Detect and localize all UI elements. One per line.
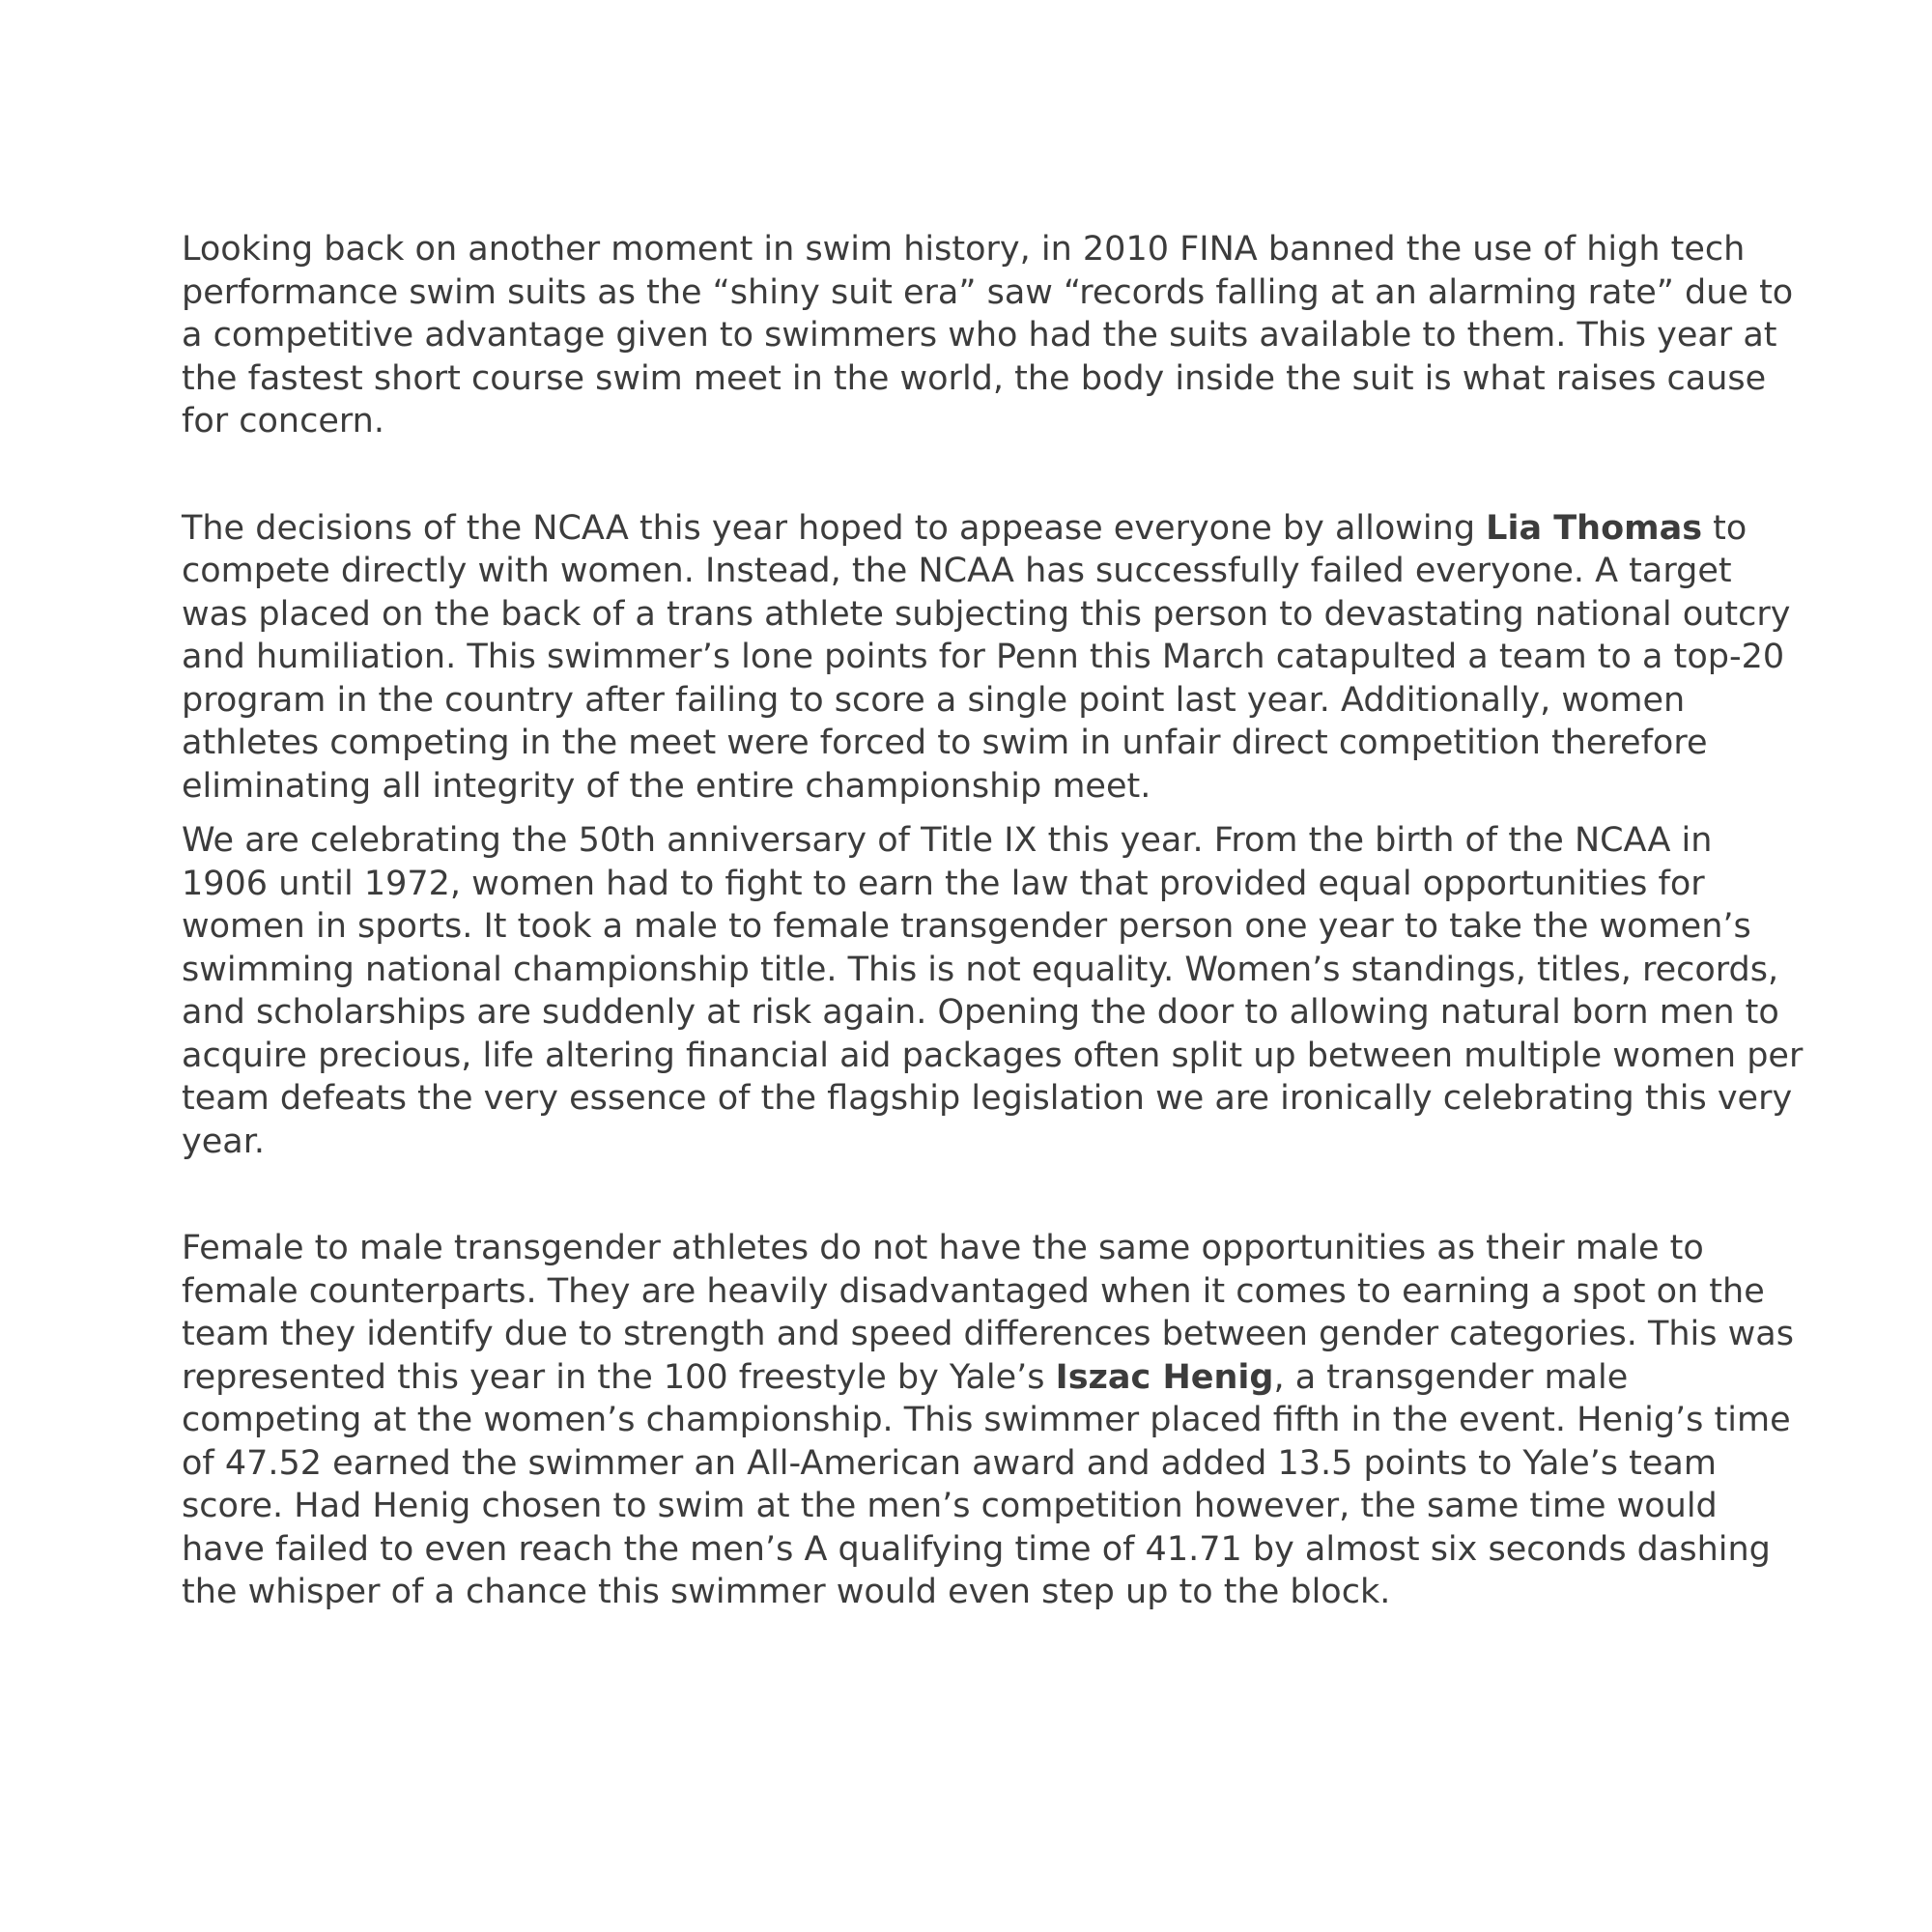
paragraph-text-end: , a transgender male competing at the women’s championship. This swimmer placed fifth in the event. Henig’s time of 47.52 earned the swimmer an All-American award and added 13.5 points to Yale’s team score. Had Henig chosen to swim at the men’s competition however, the same time would have failed to even reach the men’s A qualifying time of 41.71 by almost six seconds dashing the whisper of a chance this swimmer would even step up to the block. xyxy=(182,1357,1791,1611)
paragraph-text-end: to compete directly with women. Instead, the NCAA has successfully failed everyone. A target was placed on the back of a trans athlete subjecting this person to devastating national outcry and humiliation. This swimmer’s lone points for Penn this March catapulted a team to a top-20 program in the country after failing to score a single point last year. Additionally, women athletes competing in the meet were forced to swim in unfair direct competition therefore eliminating all integrity of the entire championship meet. xyxy=(182,508,1791,806)
paragraph-text: Looking back on another moment in swim history, in 2010 FINA banned the use of high tech performance swim suits as the “shiny suit era” saw “records falling at an alarming rate” due to a competitive advantage given to swimmers who had the suits available to them. This year at the fastest short course swim meet in the world, the body inside the suit is what raises cause for concern. xyxy=(182,230,1794,440)
paragraph-ncaa-decisions xyxy=(182,507,1804,809)
bold-name-iszac-henig: Iszac Henig xyxy=(1055,1357,1274,1397)
paragraph-fina-suits xyxy=(182,228,1804,443)
paragraph-text-start: The decisions of the NCAA this year hoped to appease everyone by allowing xyxy=(182,508,1487,548)
paragraph-title-ix xyxy=(182,819,1804,1163)
document-page xyxy=(182,228,1804,1614)
paragraph-text: We are celebrating the 50th anniversary of Title IX this year. From the birth of the NCAA in 1906 until 1972, women had to fight to earn the law that provided equal opportunities for women in sports. It took a male to female transgender person one year to take the women’s swimming national championship title. This is not equality. Women’s standings, titles, records, and scholarships are suddenly at risk again. Opening the door to allowing natural born men to acquire precious, life altering financial aid packages often split up between multiple women per team defeats the very essence of the flagship legislation we are ironically celebrating this very year. xyxy=(182,821,1804,1161)
paragraph-text-start: Female to male transgender athletes do not have the same opportunities as their male to female counterparts. They are heavily disadvantaged when it comes to earning a spot on the team they identify due to strength and speed differences between gender categories. This was represented this year in the 100 freestyle by Yale’s xyxy=(182,1229,1794,1397)
paragraph-female-to-male xyxy=(182,1227,1804,1614)
bold-name-lia-thomas: Lia Thomas xyxy=(1486,508,1703,548)
